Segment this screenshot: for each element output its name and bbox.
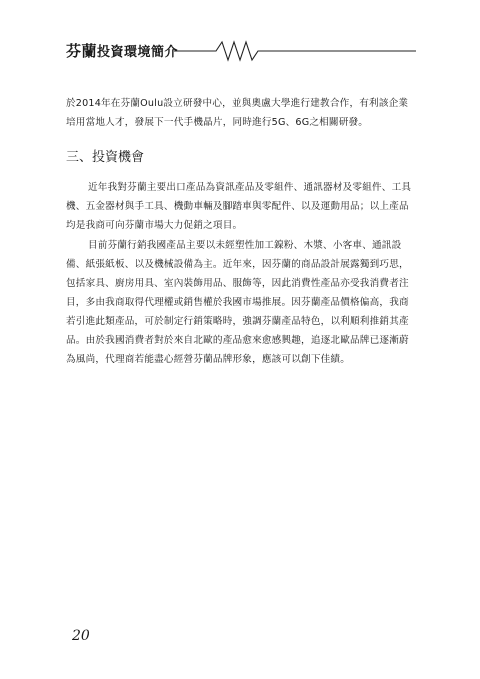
page-number: 20: [72, 628, 90, 644]
header-title-subtitle: 投資環境簡介: [97, 45, 179, 60]
section-heading: 三、投資機會: [66, 150, 145, 165]
paragraph-exports: 近年我對芬蘭主要出口產品為資訊產品及零組件、通訊器材及零組件、工具機、五金器材與手工具、機動車輛及腳踏車與零配件、以及運動用品；以上產品均是我商可向芬蘭市場大力促銷之項目。: [66, 182, 412, 231]
intro-paragraph: 於2014年在芬蘭Oulu設立研發中心，並與奧盧大學進行建教合作，有利該企業培用當地人才，發展下一代手機晶片，同時進行5G、6G之相關研發。: [66, 98, 409, 128]
running-header: [66, 38, 416, 64]
header-title: [66, 40, 178, 61]
header-title-country: 芬蘭: [66, 42, 98, 60]
paragraph-imports: 目前芬蘭行銷我國產品主要以未經塑性加工鎳粉、木漿、小客車、通訊設備、紙張紙板、以及機械設備為主。近年來，因芬蘭的商品設計展露獨到巧思，包括家具、廚房用具、室內裝飾用品、服飾等，因此消費性產品亦受我消費者注目，多由我商取得代理權或銷售權於我國市場推展。因芬蘭產品價格偏高，我商若引進此類產品，可於制定行銷策略時，強調芬蘭產品特色，以利順利推銷其產品。由於我國消費者對於來自北歐的產品愈來愈感興趣，追逐北歐品牌已逐漸蔚為風尚，代理商若能盡心經營芬蘭品牌形象，應該可以創下佳績。: [66, 240, 409, 365]
